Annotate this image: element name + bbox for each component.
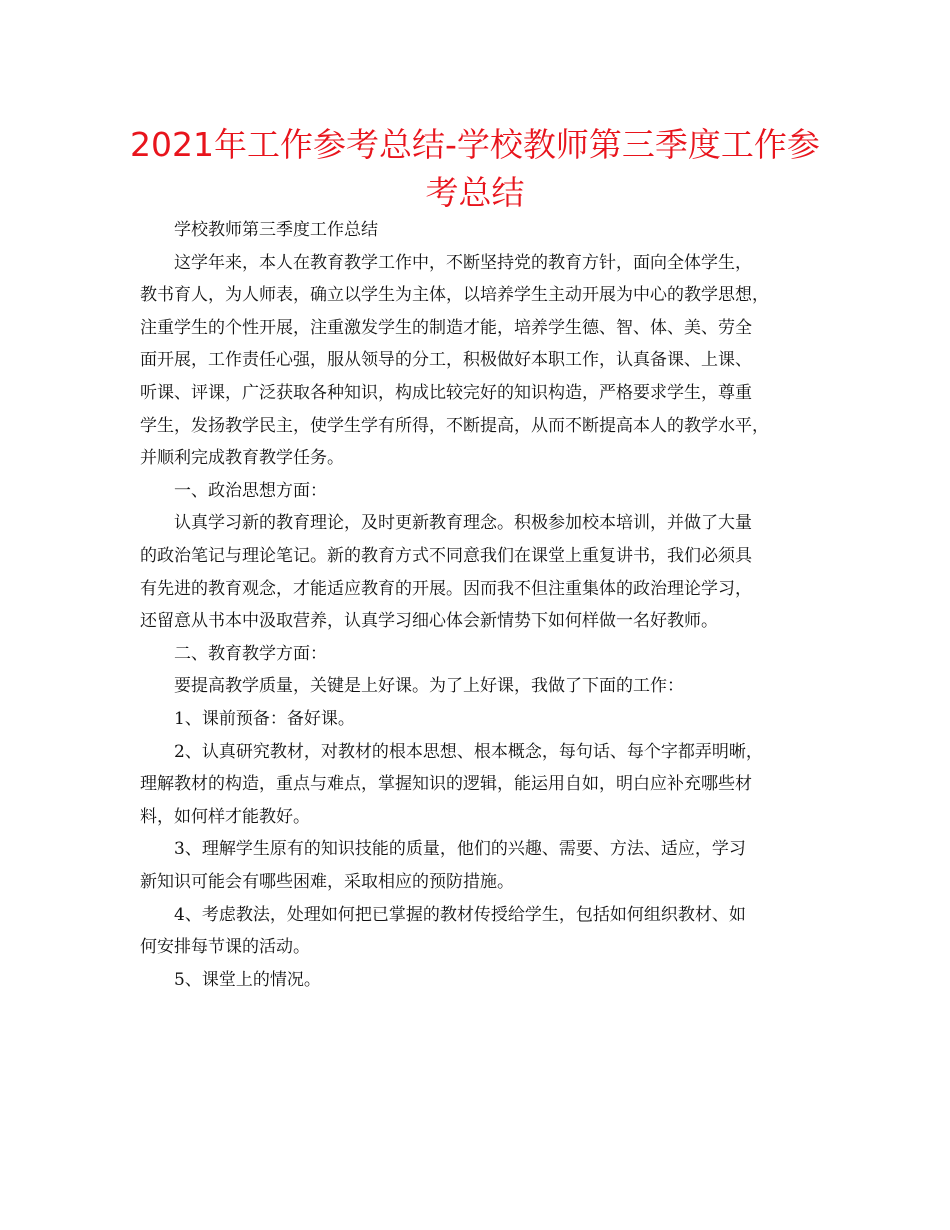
paragraph-line: 的政治笔记与理论笔记。新的教育方式不同意我们在课堂上重复讲书，我们必须具 (140, 546, 752, 566)
paragraph-line: 5、课堂上的情况。 (174, 969, 321, 990)
paragraph-line: 1、课前预备：备好课。 (174, 709, 355, 729)
paragraph-line: 料，如何样才能教好。 (140, 806, 310, 827)
paragraph-line: 学生，发扬教学民主，使学生学有所得，不断提高，从而不断提高本人的教学水平， (140, 415, 769, 436)
paragraph-line: 二、教育教学方面： (174, 643, 327, 664)
document-title-line-2: 考总结 (425, 173, 525, 212)
paragraph-line: 并顺利完成教育教学任务。 (140, 448, 344, 469)
paragraph-line: 听课、评课，广泛获取各种知识，构成比较完好的知识构造，严格要求学生，尊重 (140, 383, 752, 403)
paragraph-line: 要提高教学质量，关键是上好课。为了上好课，我做了下面的工作： (174, 676, 684, 697)
paragraph-line: 还留意从书本中汲取营养，认真学习细心体会新情势下如何样做一名好教师。 (140, 611, 718, 632)
paragraph-line: 认真学习新的教育理论，及时更新教育理念。积极参加校本培训，并做了大量 (174, 513, 752, 534)
paragraph-line: 有先进的教育观念，才能适应教育的开展。因而我不但注重集体的政治理论学习， (140, 578, 752, 599)
paragraph-line: 新知识可能会有哪些困难，采取相应的预防措施。 (140, 872, 514, 892)
paragraph-line: 学校教师第三季度工作总结 (174, 220, 378, 240)
paragraph-line: 注重学生的个性开展，注重激发学生的制造才能，培养学生德、智、体、美、劳全 (140, 317, 752, 338)
paragraph-line: 3、理解学生原有的知识技能的质量，他们的兴趣、需要、方法、适应，学习 (174, 839, 746, 860)
paragraph-line: 理解教材的构造，重点与难点，掌握知识的逻辑，能运用自如，明白应补充哪些材 (140, 774, 752, 795)
paragraph-line: 2、认真研究教材，对教材的根本思想、根本概念，每句话、每个字都弄明晰， (174, 741, 763, 762)
paragraph-line: 4、考虑教法，处理如何把已掌握的教材传授给学生，包括如何组织教材、如 (174, 904, 746, 925)
paragraph-line: 何安排每节课的活动。 (140, 937, 310, 958)
paragraph-line: 这学年来，本人在教育教学工作中，不断坚持党的教育方针，面向全体学生， (174, 252, 752, 273)
document-title-line-1: 2021年工作参考总结-学校教师第三季度工作参 (130, 125, 820, 164)
paragraph-line: 教书育人，为人师表，确立以学生为主体，以培养学生主动开展为中心的教学思想， (140, 285, 769, 306)
paragraph-line: 面开展，工作责任心强，服从领导的分工，积极做好本职工作，认真备课、上课、 (140, 350, 752, 371)
paragraph-line: 一、政治思想方面： (174, 480, 327, 501)
